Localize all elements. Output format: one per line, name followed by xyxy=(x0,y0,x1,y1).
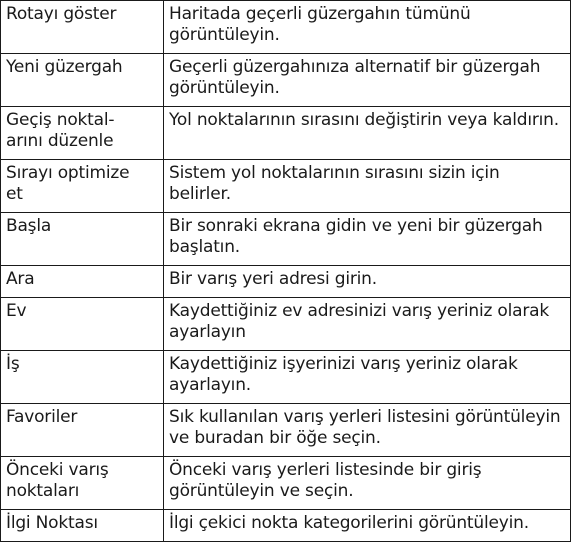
description-cell: Bir sonraki ekrana gidin ve yeni bir güzergah başlatın. xyxy=(164,213,571,266)
table-row xyxy=(1,1,571,54)
table-row xyxy=(1,266,571,298)
table-row xyxy=(1,54,571,107)
option-cell: Rotayı göster xyxy=(1,1,164,54)
option-cell: Favoriler xyxy=(1,404,164,457)
option-cell xyxy=(1,457,164,510)
description-cell: Sistem yol noktalarının sırasını sizin için belirler. xyxy=(164,160,571,213)
option-label-line-1: Geçiş noktal- xyxy=(6,110,115,130)
description-cell: Geçerli güzergahınıza alternatif bir güzergah görüntüleyin. xyxy=(164,54,571,107)
option-label-line-2: arını düzenle xyxy=(6,131,114,151)
option-cell: İş xyxy=(1,351,164,404)
option-label-line-2: noktaları xyxy=(6,481,80,501)
table-row xyxy=(1,404,571,457)
option-cell: Ara xyxy=(1,266,164,298)
option-cell xyxy=(1,160,164,213)
option-cell: İlgi Noktası xyxy=(1,510,164,542)
table-row xyxy=(1,160,571,213)
table-row xyxy=(1,351,571,404)
description-cell: Kaydettiğiniz ev adresinizi varış yeriniz olarak ayarlayın xyxy=(164,298,571,351)
option-label-line-1: Önceki varış xyxy=(6,460,109,480)
option-label-line-1: Sırayı optimize xyxy=(6,163,130,183)
option-label-line-2: et xyxy=(6,184,23,204)
option-cell: Yeni güzergah xyxy=(1,54,164,107)
description-cell: Haritada geçerli güzergahın tümünü görüntüleyin. xyxy=(164,1,571,54)
table-body xyxy=(1,1,571,542)
description-cell: Yol noktalarının sırasını değiştirin veya kaldırın. xyxy=(164,107,571,160)
option-cell: Ev xyxy=(1,298,164,351)
option-cell: Başla xyxy=(1,213,164,266)
description-cell: Kaydettiğiniz işyerinizi varış yeriniz olarak ayarlayın. xyxy=(164,351,571,404)
description-cell: İlgi çekici nokta kategorilerini görüntüleyin. xyxy=(164,510,571,542)
description-cell: Sık kullanılan varış yerleri listesini görüntüleyin ve buradan bir öğe seçin. xyxy=(164,404,571,457)
table-row xyxy=(1,457,571,510)
description-cell: Önceki varış yerleri listesinde bir giriş görüntüleyin ve seçin. xyxy=(164,457,571,510)
option-cell xyxy=(1,107,164,160)
table-row xyxy=(1,298,571,351)
table-row xyxy=(1,510,571,542)
table-row xyxy=(1,107,571,160)
description-cell: Bir varış yeri adresi girin. xyxy=(164,266,571,298)
table-row xyxy=(1,213,571,266)
